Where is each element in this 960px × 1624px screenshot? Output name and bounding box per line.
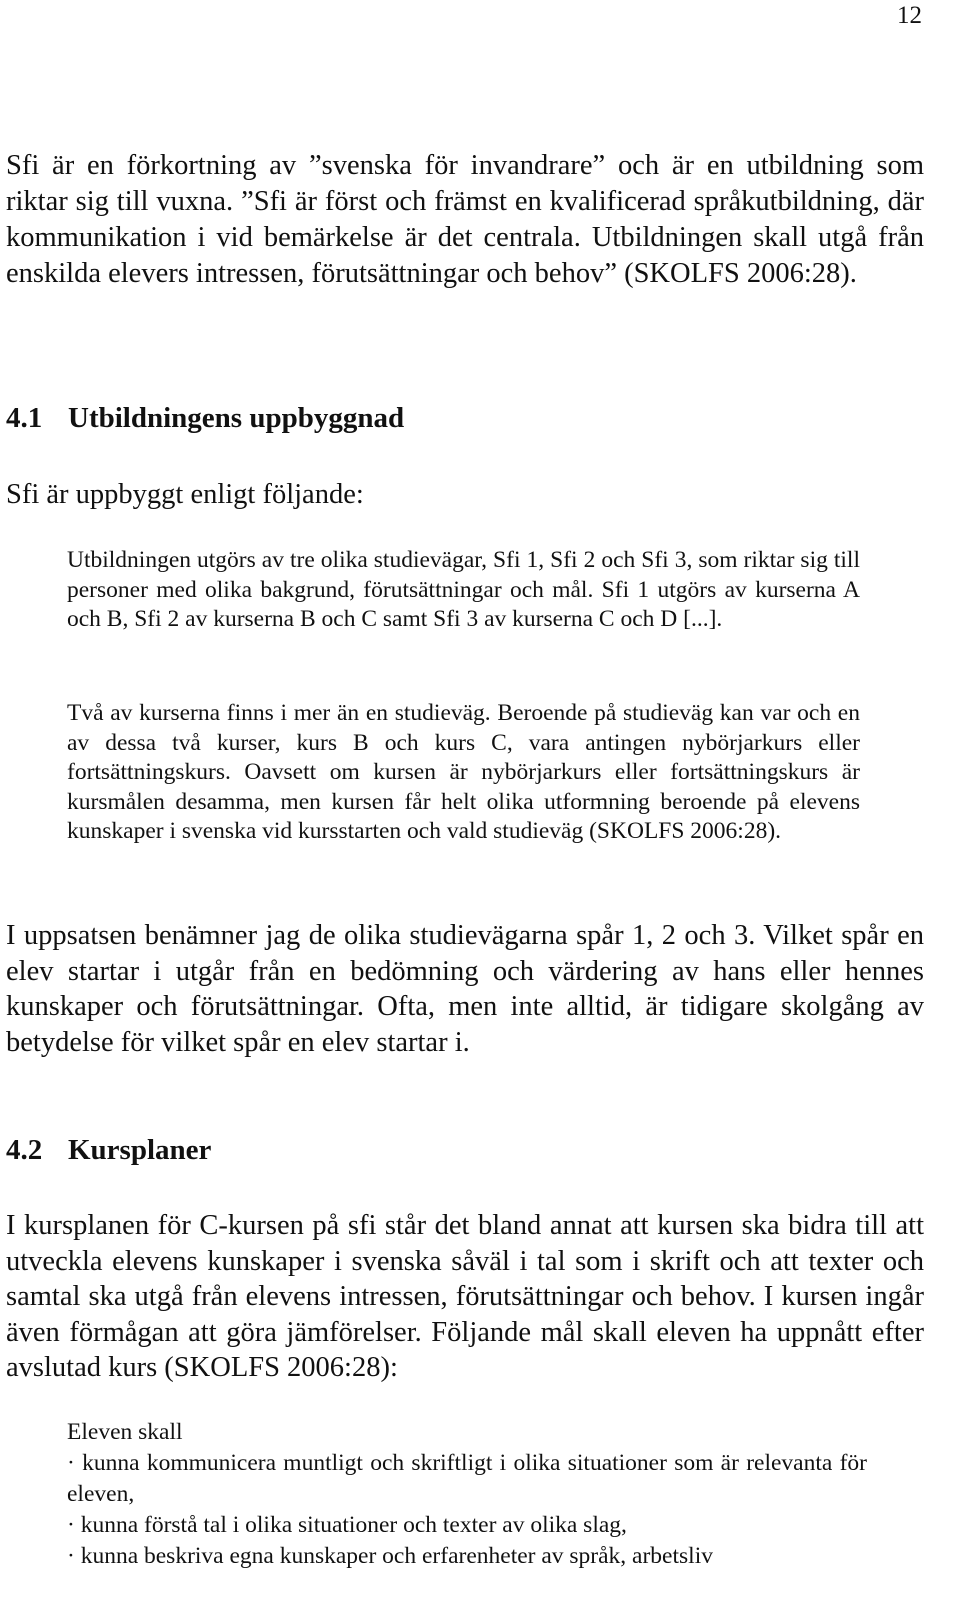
body-paragraph: I kursplanen för C-kursen på sfi står det bland annat att kursen ska bidra till att utveckla elevens kunskaper i svenska såväl i tal som i skrift och att texter och samtal ska utgå från elevens intressen, förutsättningar och behov. I kursen ingår även förmågan att göra jämförelser. Följande mål skall eleven ha uppnått efter avslutad kurs (SKOLFS 2006:28): — [6, 1210, 924, 1384]
section-title: Utbildningens uppbyggnad — [68, 402, 405, 434]
section-lead: Sfi är uppbyggt enligt följande: — [6, 479, 364, 510]
section-heading-4-1 — [6, 400, 404, 436]
block-quote: Två av kurserna finns i mer än en studieväg. Beroende på studieväg kan var och en av dessa två kurser, kurs B och kurs C, vara antingen nybörjarkurs eller fortsättningskurs. Oavsett om kursen är nybörjarkurs eller fortsättningskurs är kursmålen desamma, men kursen får helt olika utformning beroende på elevens kunskaper i svenska vid kursstarten och vald studieväg (SKOLFS 2006:28). — [67, 700, 860, 845]
section-heading-4-2 — [6, 1132, 211, 1168]
goals-list — [67, 1417, 867, 1572]
body-paragraph: I uppsatsen benämner jag de olika studievägarna spår 1, 2 och 3. Vilket spår en elev startar i utgår från en bedömning och värdering av hans eller hennes kunskaper och förutsättningar. Ofta, men inte alltid, är tidigare skolgång av betydelse för vilket spår en elev startar i. — [6, 920, 924, 1058]
list-item: · kunna beskriva egna kunskaper och erfarenheter av språk, arbetsliv — [67, 1543, 713, 1569]
goals-intro: Eleven skall — [67, 1419, 183, 1445]
section-number: 4.2 — [6, 1134, 43, 1166]
list-item: · kunna kommunicera muntligt och skriftligt i olika situationer som är relevanta för eleven, — [67, 1450, 867, 1507]
block-quote: Utbildningen utgörs av tre olika studievägar, Sfi 1, Sfi 2 och Sfi 3, som riktar sig till personer med olika bakgrund, förutsättningar och mål. Sfi 1 utgörs av kurserna A och B, Sfi 2 av kurserna B och C samt Sfi 3 av kurserna C och D [...]. — [67, 547, 860, 633]
section-title: Kursplaner — [68, 1134, 212, 1166]
page-number: 12 — [897, 2, 922, 29]
list-item: · kunna förstå tal i olika situationer och texter av olika slag, — [67, 1512, 627, 1538]
section-number: 4.1 — [6, 402, 43, 434]
intro-paragraph: Sfi är en förkortning av ”svenska för invandrare” och är en utbildning som riktar sig till vuxna. ”Sfi är först och främst en kvalificerad språkutbildning, där kommunikation i vid bemärkelse är det centrala. Utbildningen skall utgå från enskilda elevers intressen, förutsättningar och behov” (SKOLFS 2006:28). — [6, 150, 924, 289]
